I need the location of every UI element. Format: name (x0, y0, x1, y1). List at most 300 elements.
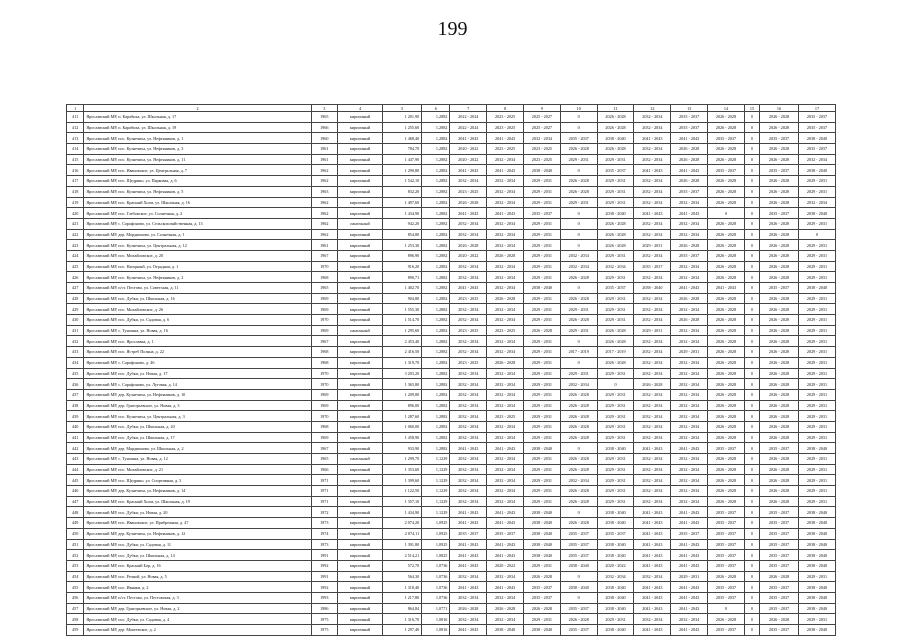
table-cell: 1 434,90 (383, 208, 422, 219)
table-cell: 1970 (311, 261, 337, 272)
table-cell: 2038 - 2040 (524, 443, 561, 454)
table-cell: кирпичный (337, 272, 382, 283)
table-cell: 2038 - 2040 (799, 443, 836, 454)
table-cell: 1,2882 (422, 197, 450, 208)
table-cell: 1971 (311, 486, 337, 497)
column-header: 13 (671, 105, 708, 112)
table-cell: 2023 - 2025 (450, 325, 487, 336)
table-cell: 2032 - 2034 (671, 357, 708, 368)
table-cell: 417 (67, 176, 84, 187)
table-cell: 1,2882 (422, 304, 450, 315)
table-cell: 1991 (311, 550, 337, 561)
address-cell: Ярославский МР, пос. Кузнечиха, ул. Нефтяников, д. 2 (84, 272, 311, 283)
table-cell: 0 (744, 315, 759, 326)
table-cell: 2032 - 2034 (487, 186, 524, 197)
table-cell: 447 (67, 496, 84, 507)
table-cell: 0 (744, 347, 759, 358)
table-cell: 2032 - 2034 (634, 218, 671, 229)
table-cell: 2029 - 2031 (799, 389, 836, 400)
table-cell: 2026 - 2028 (760, 176, 799, 187)
table-cell: кирпичный (337, 154, 382, 165)
table-cell: 2035 - 2037 (671, 112, 708, 123)
table-cell: 2032 - 2034 (671, 229, 708, 240)
table-cell: кирпичный (337, 229, 382, 240)
table-row (67, 133, 836, 144)
table-cell: 1 447,90 (383, 154, 422, 165)
table-cell: 2032 - 2034 (487, 272, 524, 283)
address-cell: Ярославский МР, пос. Дубки, ул. Новая, д. 17 (84, 368, 311, 379)
table-cell: 0 (560, 507, 597, 518)
table-cell: 904,80 (383, 293, 422, 304)
table-cell: 0 (744, 336, 759, 347)
table-cell: 2032 - 2034 (634, 144, 671, 155)
table-cell: 2026 - 2028 (708, 357, 745, 368)
table-cell: 2041 - 2043 (671, 603, 708, 614)
table-cell: 2038 - 2040 (597, 550, 634, 561)
table-cell: 2029 - 2031 (597, 315, 634, 326)
table-cell: 1973 (311, 539, 337, 550)
table-cell: кирпичный (337, 133, 382, 144)
table-cell: кирпичный (337, 539, 382, 550)
table-row (67, 325, 836, 336)
table-cell: 1,2882 (422, 357, 450, 368)
table-cell: 933,90 (383, 443, 422, 454)
table-cell: 1 316,70 (383, 614, 422, 625)
address-cell: Ярославский МР, пос. Кузнечиха, ул. Центральная, д. 3 (84, 411, 311, 422)
table-cell: 1967 (311, 336, 337, 347)
table-cell: 2032 - 2034 (671, 411, 708, 422)
address-cell: Ярославский МР, дер. Григорьевское, ул. Новая, д. 3 (84, 400, 311, 411)
table-cell: 2029 - 2031 (524, 197, 561, 208)
table-cell: 2026 - 2028 (760, 571, 799, 582)
address-cell: Ярославский МР, п. Карабиха, ул. Школьная, д. 19 (84, 122, 311, 133)
table-cell: кирпичный (337, 603, 382, 614)
table-cell: 440 (67, 421, 84, 432)
table-cell: 2020 - 2022 (597, 560, 634, 571)
table-cell: 2029 - 2031 (597, 293, 634, 304)
table-cell: 2032 - 2034 (487, 400, 524, 411)
table-cell: 0 (744, 625, 759, 636)
table-cell: 2041 - 2043 (634, 518, 671, 529)
table-cell: 1,2882 (422, 315, 450, 326)
address-cell: Ярославский МР, пос. Кузнечиха, ул. Нефтяников, д. 1 (84, 133, 311, 144)
table-cell: 2041 - 2043 (450, 443, 487, 454)
table-cell: 1 297,40 (383, 625, 422, 636)
table-cell: 455 (67, 582, 84, 593)
table-cell: кирпичный (337, 507, 382, 518)
table-cell: 2032 - 2034 (450, 592, 487, 603)
table-cell: 1,2882 (422, 133, 450, 144)
table-cell: 2035 - 2037 (560, 550, 597, 561)
table-cell: 2032 - 2034 (450, 218, 487, 229)
table-cell: 435 (67, 368, 84, 379)
table-cell: кирпичный (337, 528, 382, 539)
table-cell: кирпичный (337, 614, 382, 625)
table-cell: 2035 - 2037 (760, 507, 799, 518)
table-cell: 2032 - 2034 (634, 464, 671, 475)
table-cell: 1,0736 (422, 592, 450, 603)
table-cell: 1962 (311, 176, 337, 187)
table-cell: 1,2882 (422, 336, 450, 347)
table-cell: 443 (67, 454, 84, 465)
table-cell: 2038 - 2040 (597, 507, 634, 518)
table-cell: 423 (67, 240, 84, 251)
table-cell: 2032 - 2034 (671, 272, 708, 283)
table-cell: 2029 - 2031 (799, 368, 836, 379)
table-cell: 2029 - 2031 (799, 261, 836, 272)
table-cell: 2032 - 2034 (450, 229, 487, 240)
address-cell: Ярославский МР, пос. Дубки, ул. Школьная, д. 16 (84, 293, 311, 304)
table-row (67, 464, 836, 475)
table-cell: 2041 - 2043 (634, 550, 671, 561)
table-cell: 2026 - 2028 (487, 603, 524, 614)
table-row (67, 582, 836, 593)
table-cell: 1961 (311, 144, 337, 155)
table-cell: 2032 - 2034 (487, 496, 524, 507)
table-cell: 428 (67, 293, 84, 304)
table-cell: 2041 - 2043 (671, 625, 708, 636)
table-cell: 2038 - 2040 (597, 518, 634, 529)
table-cell: 1991 (311, 571, 337, 582)
table-cell: 451 (67, 539, 84, 550)
table-cell: 0 (744, 176, 759, 187)
table-cell: 0 (560, 208, 597, 219)
table-cell: 2032 - 2034 (671, 475, 708, 486)
table-cell: 0 (560, 229, 597, 240)
table-cell: 2032 - 2034 (671, 400, 708, 411)
table-cell: 2038 - 2040 (597, 582, 634, 593)
table-row (67, 454, 836, 465)
table-cell: 2035 - 2037 (708, 518, 745, 529)
address-cell: Ярославский МР, дер. Мокеевское, д. 2 (84, 625, 311, 636)
table-cell: 1,0736 (422, 582, 450, 593)
table-cell: 2032 - 2034 (799, 197, 836, 208)
table-row (67, 389, 836, 400)
table-cell: 0 (560, 571, 597, 582)
table-cell: 2029 - 2031 (524, 218, 561, 229)
table-cell: 2032 - 2034 (671, 379, 708, 390)
table-cell: 2035 - 2037 (799, 122, 836, 133)
table-cell: 1 201,90 (383, 112, 422, 123)
table-cell: 2041 - 2043 (450, 518, 487, 529)
table-cell: 3 203,20 (383, 368, 422, 379)
table-cell: кирпичный (337, 421, 382, 432)
table-cell: 2035 - 2037 (524, 592, 561, 603)
table-cell: 2035 - 2037 (671, 250, 708, 261)
table-cell: 0 (744, 400, 759, 411)
table-cell: 2041 - 2043 (671, 539, 708, 550)
table-cell: 1 255,60 (383, 122, 422, 133)
table-row (67, 283, 836, 294)
table-cell: 1960 (311, 133, 337, 144)
table-cell: 2029 - 2031 (597, 389, 634, 400)
table-cell: 2026 - 2028 (487, 250, 524, 261)
table-cell: 2026 - 2028 (708, 229, 745, 240)
table-cell: 1969 (311, 389, 337, 400)
table-cell: 429 (67, 304, 84, 315)
table-cell: 2026 - 2028 (760, 411, 799, 422)
table-row (67, 336, 836, 347)
table-cell: 2041 - 2043 (671, 592, 708, 603)
table-cell: 2041 - 2043 (634, 582, 671, 593)
table-cell: 2032 - 2034 (671, 464, 708, 475)
table-cell: 2032 - 2034 (450, 304, 487, 315)
table-cell: панельный (337, 218, 382, 229)
table-cell: 1,0925 (422, 518, 450, 529)
table-cell: 1 391,80 (383, 539, 422, 550)
table-cell: 0 (744, 507, 759, 518)
table-cell: 2035 - 2037 (708, 550, 745, 561)
table-cell: 2023 - 2025 (487, 325, 524, 336)
table-cell: 2029 - 2031 (597, 486, 634, 497)
table-cell: 1,1229 (422, 475, 450, 486)
address-cell: Ярославский МР, пос. Дубки, ул. Садовая, д. 6 (84, 315, 311, 326)
table-cell: 0 (744, 293, 759, 304)
table-cell: 2026 - 2028 (597, 325, 634, 336)
table-cell: 2026 - 2028 (708, 304, 745, 315)
table-cell: 2026 - 2028 (760, 122, 799, 133)
table-cell: 2032 - 2034 (487, 240, 524, 251)
table-cell: 0 (708, 208, 745, 219)
table-cell: 2035 - 2037 (708, 528, 745, 539)
table-cell: 2026 - 2028 (760, 229, 799, 240)
table-cell: 0 (744, 464, 759, 475)
table-row (67, 165, 836, 176)
table-cell: кирпичный (337, 560, 382, 571)
table-cell: 0 (560, 165, 597, 176)
table-cell: 2041 - 2043 (487, 133, 524, 144)
table-cell: 2029 - 2031 (524, 389, 561, 400)
table-cell: 1962 (311, 218, 337, 229)
table-cell: 2035 - 2037 (708, 165, 745, 176)
table-cell: 2026 - 2028 (450, 197, 487, 208)
table-cell: 2020 - 2022 (450, 250, 487, 261)
table-row (67, 347, 836, 358)
table-cell: 2 453,40 (383, 336, 422, 347)
table-cell: 2038 - 2040 (524, 625, 561, 636)
table-cell: 2029 - 2031 (597, 272, 634, 283)
table-cell: 1992 (311, 582, 337, 593)
table-cell: 0 (744, 571, 759, 582)
table-cell: 0 (744, 389, 759, 400)
table-cell: 2035 - 2037 (671, 186, 708, 197)
table-row (67, 539, 836, 550)
table-cell: панельный (337, 325, 382, 336)
table-cell: 2026 - 2028 (708, 496, 745, 507)
table-cell: 2026 - 2028 (760, 154, 799, 165)
table-cell: 2032 - 2034 (450, 272, 487, 283)
table-cell: 2038 - 2040 (524, 518, 561, 529)
table-cell: 1992 (311, 560, 337, 571)
table-cell: 2026 - 2028 (671, 293, 708, 304)
table-cell: 2026 - 2028 (708, 454, 745, 465)
table-cell: 2026 - 2028 (760, 421, 799, 432)
table-cell: 2032 - 2034 (450, 486, 487, 497)
address-cell: Ярославский МР, п/ст. Пестово, ул. Пестовская, д. 3 (84, 592, 311, 603)
table-cell: 2026 - 2028 (560, 272, 597, 283)
address-cell: Ярославский МР, с. Сарафоново, д. 46 (84, 357, 311, 368)
table-cell: кирпичный (337, 518, 382, 529)
table-cell: 2038 - 2040 (487, 625, 524, 636)
table-row (67, 186, 836, 197)
table-cell: 2041 - 2043 (671, 550, 708, 561)
table-cell: кирпичный (337, 197, 382, 208)
table-cell: 2026 - 2028 (597, 240, 634, 251)
address-cell: Ярославский МР, дер. Мордвиново, ул. Солнечная, д. 1 (84, 229, 311, 240)
table-cell: 572,70 (383, 560, 422, 571)
table-cell: 2026 - 2028 (708, 112, 745, 123)
table-cell: 0 (744, 218, 759, 229)
table-cell: 1,1229 (422, 507, 450, 518)
column-header: 1 (67, 105, 84, 112)
table-cell: 2029 - 2031 (524, 379, 561, 390)
table-cell: 2026 - 2028 (708, 475, 745, 486)
table-cell: 2041 - 2043 (671, 133, 708, 144)
table-cell: 1 365,80 (383, 379, 422, 390)
table-cell: 411 (67, 112, 84, 123)
table-cell: 2041 - 2043 (487, 550, 524, 561)
table-cell: 2032 - 2034 (450, 336, 487, 347)
table-cell: 2035 - 2037 (760, 560, 799, 571)
table-cell: 2032 - 2034 (487, 614, 524, 625)
table-cell: 2029 - 2031 (597, 176, 634, 187)
table-cell: 2032 - 2034 (634, 368, 671, 379)
table-cell: кирпичный (337, 186, 382, 197)
table-cell: 2029 - 2031 (799, 614, 836, 625)
table-cell: 2026 - 2028 (708, 250, 745, 261)
table-cell: 2026 - 2028 (560, 464, 597, 475)
table-cell: 2026 - 2028 (760, 400, 799, 411)
table-cell: 2029 - 2031 (799, 272, 836, 283)
table-cell: 2038 - 2040 (597, 603, 634, 614)
table-cell: 2026 - 2028 (760, 261, 799, 272)
address-cell: Ярославский МР, пос. Михайловское, д. 26 (84, 304, 311, 315)
table-cell: кирпичный (337, 293, 382, 304)
table-row (67, 475, 836, 486)
table-cell: 2026 - 2028 (597, 218, 634, 229)
table-cell: 422 (67, 229, 84, 240)
table-cell: 1 299,70 (383, 454, 422, 465)
table-cell: 2032 - 2034 (487, 347, 524, 358)
table-cell: 2023 - 2025 (524, 154, 561, 165)
table-cell: кирпичный (337, 411, 382, 422)
table-cell: 2026 - 2028 (760, 475, 799, 486)
table-cell: 437 (67, 389, 84, 400)
table-row (67, 112, 836, 123)
table-cell: 0 (744, 357, 759, 368)
table-cell: 2032 - 2034 (450, 368, 487, 379)
table-cell: 2035 - 2037 (560, 528, 597, 539)
table-cell: 0 (560, 283, 597, 294)
table-cell: 2032 - 2034 (634, 154, 671, 165)
table-cell: 2035 - 2037 (597, 528, 634, 539)
table-cell: 2026 - 2028 (524, 603, 561, 614)
table-cell: 1 468,40 (383, 133, 422, 144)
table-cell: 2032 - 2034 (634, 347, 671, 358)
table-cell: кирпичный (337, 176, 382, 187)
table-cell: 2032 - 2034 (634, 357, 671, 368)
table-cell: 1,2882 (422, 154, 450, 165)
table-cell: 2026 - 2028 (708, 176, 745, 187)
table-cell: 2023 - 2025 (487, 144, 524, 155)
table-cell: 864,84 (383, 603, 422, 614)
table-cell: 1,2882 (422, 325, 450, 336)
table-cell: кирпичный (337, 112, 382, 123)
table-cell: 0 (744, 240, 759, 251)
table-cell: 2029 - 2031 (524, 475, 561, 486)
address-cell: Ярославский МР, пос. Дубки, ул. Садовая, д. 11 (84, 539, 311, 550)
table-cell: 442 (67, 443, 84, 454)
table-cell: 2032 - 2034 (450, 261, 487, 272)
table-row (67, 486, 836, 497)
table-cell: 2038 - 2040 (634, 283, 671, 294)
table-cell: 1,2882 (422, 443, 450, 454)
table-cell: 2017 - 2019 (597, 347, 634, 358)
table-cell: кирпичный (337, 379, 382, 390)
table-cell: 2041 - 2043 (671, 518, 708, 529)
table-cell: 2038 - 2040 (524, 539, 561, 550)
table-cell: кирпичный (337, 486, 382, 497)
table-cell: 2038 - 2040 (524, 550, 561, 561)
table-cell: 2026 - 2028 (760, 112, 799, 123)
table-cell: 2041 - 2043 (450, 283, 487, 294)
table-row (67, 379, 836, 390)
table-cell: 2032 - 2034 (450, 411, 487, 422)
table-cell: 2032 - 2034 (671, 261, 708, 272)
table-cell: 0 (744, 560, 759, 571)
table-cell: 2029 - 2031 (597, 432, 634, 443)
table-cell: 2032 - 2034 (487, 197, 524, 208)
table-cell: 2029 - 2031 (799, 496, 836, 507)
table-cell: 2041 - 2043 (634, 625, 671, 636)
table-cell: 2032 - 2034 (671, 218, 708, 229)
table-cell: 2041 - 2043 (634, 507, 671, 518)
table-cell: 0 (744, 208, 759, 219)
table-cell: 0 (560, 218, 597, 229)
table-cell: 0 (560, 122, 597, 133)
table-cell: 2032 - 2034 (450, 475, 487, 486)
table-cell: 0 (744, 432, 759, 443)
table-cell: 0 (744, 144, 759, 155)
table-cell: 1961 (311, 240, 337, 251)
table-cell: 2035 - 2037 (450, 528, 487, 539)
table-cell: 916,20 (383, 261, 422, 272)
table-cell: кирпичный (337, 122, 382, 133)
table-cell: 2041 - 2043 (634, 208, 671, 219)
table-row (67, 357, 836, 368)
table-cell: 445 (67, 475, 84, 486)
table-cell: 420 (67, 208, 84, 219)
table-cell: 2032 - 2034 (671, 336, 708, 347)
table-cell: кирпичный (337, 261, 382, 272)
table-cell: 2029 - 2031 (799, 486, 836, 497)
table-cell: 2029 - 2031 (524, 272, 561, 283)
table-cell: 2032 - 2034 (634, 421, 671, 432)
table-cell: 2029 - 2031 (799, 432, 836, 443)
table-cell: 2038 - 2040 (799, 165, 836, 176)
table-cell: 1 318,40 (383, 582, 422, 593)
table-cell: 436 (67, 379, 84, 390)
address-cell: Ярославский МР, пос. Михайловское, д. 21 (84, 464, 311, 475)
table-cell: 2026 - 2028 (671, 315, 708, 326)
table-cell: 1 434,90 (383, 507, 422, 518)
table-cell: 2035 - 2037 (597, 283, 634, 294)
table-cell: 2041 - 2043 (450, 625, 487, 636)
table-cell: 2029 - 2031 (799, 379, 836, 390)
table-cell: 2041 - 2043 (671, 507, 708, 518)
table-cell: 2041 - 2043 (671, 208, 708, 219)
table-cell: 2035 - 2037 (708, 507, 745, 518)
